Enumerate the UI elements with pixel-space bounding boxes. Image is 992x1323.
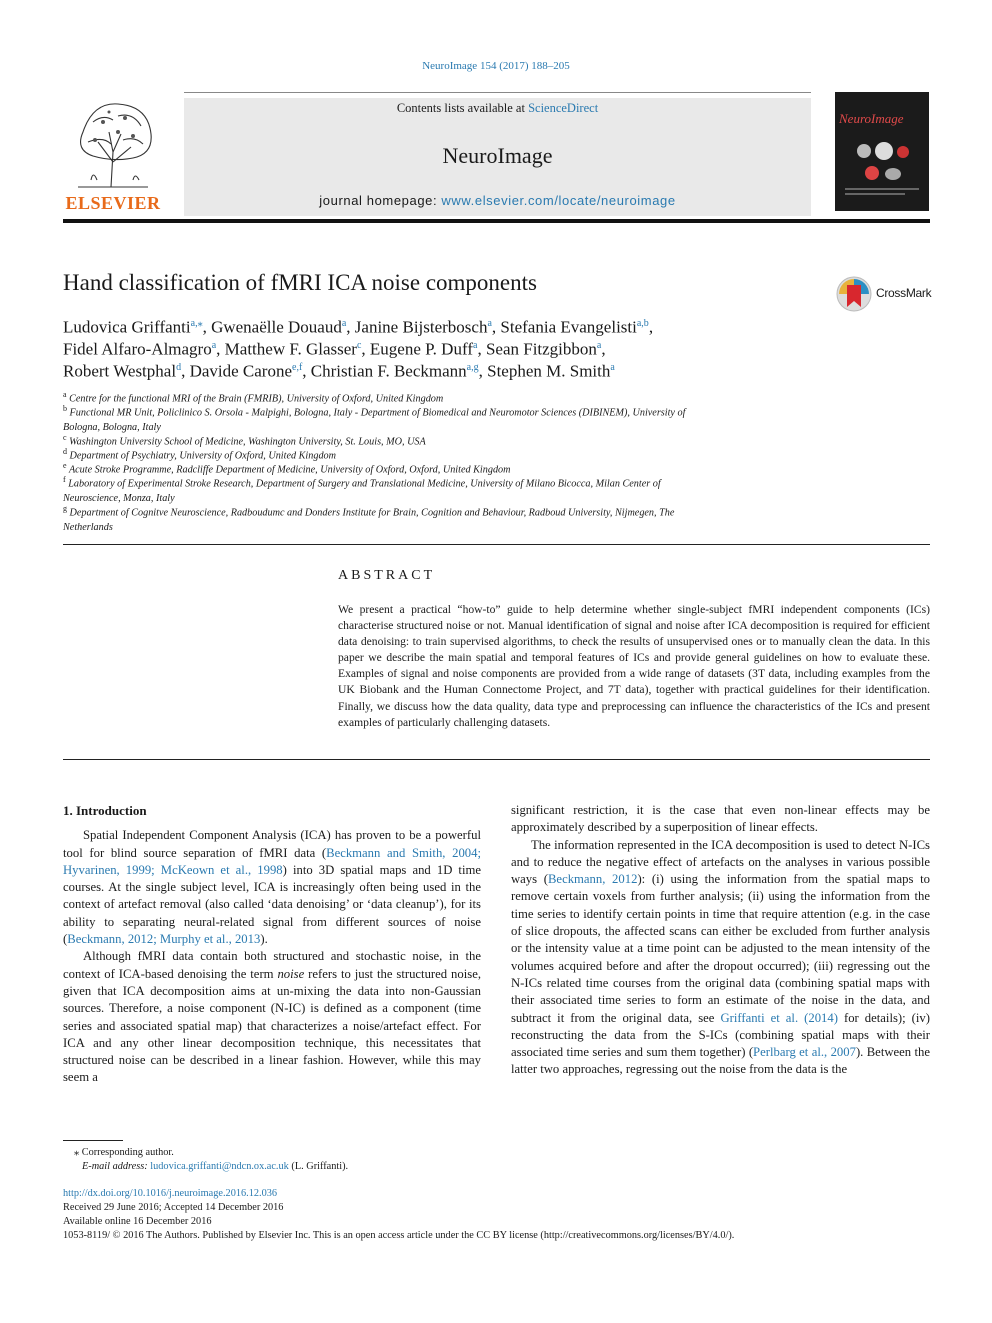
affiliation: $^b$ Functional MR Unit, Policlinico S. Orsola - Malpighi, Bologna, Italy - Department of Biomedical and Neuromotor Sciences (DIBINEM), University of Bologna, Bologna, Italy [63, 404, 686, 433]
homepage-link[interactable]: www.elsevier.com/locate/neuroimage [441, 193, 676, 208]
paragraph: Although fMRI data contain both structured and stochastic noise, in the context of ICA-based denoising the term noise refers to just the structured noise, given that ICA decomposition aims at un-mixing the data into non-Gaussian sources. Therefore, a noise component (N-IC) is defined as a component (time series and associated spatial map) that characterizes a noise/artefact effect. For ICA and any other linear decomposition technique, this necessitates that structured noise can be described in a linear fashion. However, while this may seem a [63, 949, 481, 1085]
crossmark-icon[interactable] [836, 276, 872, 312]
journal-homepage: journal homepage: www.elsevier.com/locate/neuroimage [319, 193, 676, 208]
license-statement: 1053-8119/ © 2016 The Authors. Published by Elsevier Inc. This is an open access article under the CC BY license (http://creativecommons.org/licenses/BY/4.0/). [63, 1230, 735, 1241]
author-line: Fidel Alfaro-Almagro$^a$, Matthew F. Glasser$^c$, Eugene P. Duff$^a$, Sean Fitzgibbon$^a$, [63, 339, 606, 359]
citation-link[interactable]: Griffanti et al. (2014) [720, 1010, 838, 1025]
affiliation: $^f$ Laboratory of Experimental Stroke Research, Department of Surgery and Translational Medicine, University of Milano Bicocca, Milan Center of Neuroscience, Monza, Italy [63, 475, 661, 504]
elsevier-wordmark: ELSEVIER [65, 193, 161, 213]
author-name[interactable]: Sean Fitzgibbon [485, 339, 597, 359]
article-title: Hand classification of fMRI ICA noise components [63, 270, 537, 295]
author-affiliation-marker[interactable]: a [211, 340, 217, 351]
corresponding-author-note: ⁎ Corresponding author. [74, 1147, 174, 1158]
author-line: Robert Westphal$^d$, Davide Carone$^{e,f}$, Christian F. Beckmann$^{a,g}$, Stephen M. Smith$^a$ [63, 361, 615, 381]
divider [63, 544, 930, 545]
abstract-text: We present a practical “how-to” guide to help determine whether single-subject fMRI independent components (ICs) characterise structured noise or not. Manual identification of signal and noise after ICA decomposition is required for efficient data denoising: to train supervised algorithms, to check the results of unsupervised ones or to manually clean the data. In this paper we describe the main spatial and temporal features of ICs and provide general guidelines on how to evaluate these. Examples of signal and noise components are provided from a wide range of datasets (3T data, including examples from the UK Biobank and the Human Connectome Project, and 7T data), together with practical guidelines for their identification. Finally, we discuss how the data quality, data type and preprocessing can influence the characteristics of the ICs and present examples of particularly challenging datasets. [338, 603, 930, 729]
doi-link[interactable]: http://dx.doi.org/10.1016/j.neuroimage.2016.12.036 [63, 1188, 278, 1199]
sciencedirect-link[interactable]: ScienceDirect [528, 101, 599, 115]
author-affiliation-marker[interactable]: a,b [636, 318, 649, 329]
received-dates: Received 29 June 2016; Accepted 14 December 2016 [63, 1202, 284, 1213]
footnote-rule [63, 1140, 123, 1141]
journal-citation[interactable]: NeuroImage 154 (2017) 188–205 [422, 60, 570, 72]
abstract-heading: ABSTRACT [338, 568, 436, 583]
author-name[interactable]: Gwenaëlle Douaud [211, 317, 342, 337]
author-affiliation-marker[interactable]: a [610, 362, 615, 373]
header-thick-rule [63, 219, 930, 223]
author-name[interactable]: Stephen M. Smith [487, 361, 611, 381]
author-name[interactable]: Janine Bijsterbosch [354, 317, 488, 337]
author-name[interactable]: Eugene P. Duff [369, 339, 473, 359]
email-note: E-mail address: ludovica.griffanti@ndcn.ox.ac.uk (L. Griffanti). [82, 1161, 349, 1172]
paragraph: significant restriction, it is the case that even non-linear effects may be approximately described by a superposition of linear effects. [511, 803, 930, 835]
divider [63, 759, 930, 760]
author-line: Ludovica Griffanti$^{a,⁎}$, Gwenaëlle Douaud$^a$, Janine Bijsterbosch$^a$, Stefania Evangelisti$^{a,b}$, [63, 317, 654, 337]
header-top-rule [184, 92, 811, 93]
paragraph: The information represented in the ICA decomposition is used to detect N-ICs and to reduce the negative effect of artefacts on the analyses in various possible ways (Beckmann, 2012): (i) using the information from the spatial maps to remove certain voxels from further analysis; (ii) using the information from the time series to identify certain points in time that require attention (e.g. in the case of slice dropouts, the affected scans can either be excluded from further analysis or the intensity value at a time point can be adjusted to the mean intensity of the volumes acquired before and after the dropout occurred); (iii) regressing out the N-ICs related time courses from the original data (combining spatial maps with their associated time series to form an estimate of the noise in the data, and subtract it from the original data, see Griffanti et al. (2014) for details); (iv) reconstructing the data from the S-ICs (combining spatial maps with their associated time series and sum them together) (Perlbarg et al., 2007). Between the latter two approaches, regressing out the noise from the data is the [511, 837, 930, 1077]
author-name[interactable]: Christian F. Beckmann [310, 361, 467, 381]
author-name[interactable]: Stefania Evangelisti [500, 317, 637, 337]
author-name[interactable]: Ludovica Griffanti [63, 317, 191, 337]
paragraph: Spatial Independent Component Analysis (ICA) has proven to be a powerful tool for blind source separation of fMRI data (Beckmann and Smith, 2004; Hyvarinen, 1999; McKeown et al., 1998) into 3D spatial maps and 1D time courses. At the single subject level, ICA is increasingly often being used in the context of artefact removal (also called ‘data denoising’ or ‘data cleanup’), for its ability to separating neural-related signal from different sources of noise (Beckmann, 2012; Murphy et al., 2013). [63, 828, 481, 947]
affiliation: $^c$ Washington University School of Medicine, Washington University, St. Louis, MO, USA [63, 433, 426, 448]
author-name[interactable]: Matthew F. Glasser [224, 339, 357, 359]
author-affiliation-marker[interactable]: e,f [292, 362, 303, 373]
body-left-column [63, 802, 481, 1087]
author-affiliation-marker[interactable]: c [356, 340, 362, 351]
affiliation: $^a$ Centre for the functional MRI of the Brain (FMRIB), University of Oxford, United Kingdom [63, 390, 444, 405]
author-affiliation-marker[interactable]: d [176, 362, 182, 373]
crossmark-label[interactable]: CrossMark [876, 286, 932, 300]
section-heading: 1. Introduction [63, 803, 147, 818]
citation-link[interactable]: Beckmann, 2012; Murphy et al., 2013 [67, 932, 261, 947]
author-name[interactable]: Davide Carone [189, 361, 292, 381]
affiliation: $^g$ Department of Cognitve Neuroscience, Radboudumc and Donders Institute for Brain, Cognition and Behaviour, Radboud University, Nijmegen, The Netherlands [63, 504, 675, 533]
body-right-column [511, 802, 930, 1079]
author-name[interactable]: Fidel Alfaro-Almagro [63, 339, 212, 359]
author-affiliation-marker[interactable]: a [487, 318, 492, 329]
author-affiliation-marker[interactable]: a,g [466, 362, 479, 373]
journal-name: NeuroImage [442, 143, 553, 168]
author-affiliation-marker[interactable]: a [341, 318, 347, 329]
journal-cover-thumbnail[interactable] [835, 92, 929, 211]
author-name[interactable]: Robert Westphal [63, 361, 177, 381]
cover-title: NeuroImage [839, 111, 904, 126]
author-affiliation-marker[interactable]: a,⁎ [190, 318, 203, 329]
contents-available: Contents lists available at ScienceDirect [396, 101, 599, 115]
available-online: Available online 16 December 2016 [63, 1216, 212, 1227]
author-affiliation-marker[interactable]: a [596, 340, 602, 351]
citation-link[interactable]: Beckmann and Smith, 2004; Hyvarinen, 1999; McKeown et al., 1998 [63, 845, 481, 877]
email-link[interactable]: ludovica.griffanti@ndcn.ox.ac.uk [150, 1161, 289, 1172]
citation-link[interactable]: Perlbarg et al., 2007 [753, 1045, 856, 1060]
author-affiliation-marker[interactable]: a [472, 340, 478, 351]
citation-link[interactable]: Beckmann, 2012 [547, 872, 638, 887]
affiliation: $^d$ Department of Psychiatry, University of Oxford, United Kingdom [63, 447, 336, 462]
affiliation: $^e$ Acute Stroke Programme, Radcliffe Department of Medicine, University of Oxford, Oxford, United Kingdom [63, 461, 511, 476]
